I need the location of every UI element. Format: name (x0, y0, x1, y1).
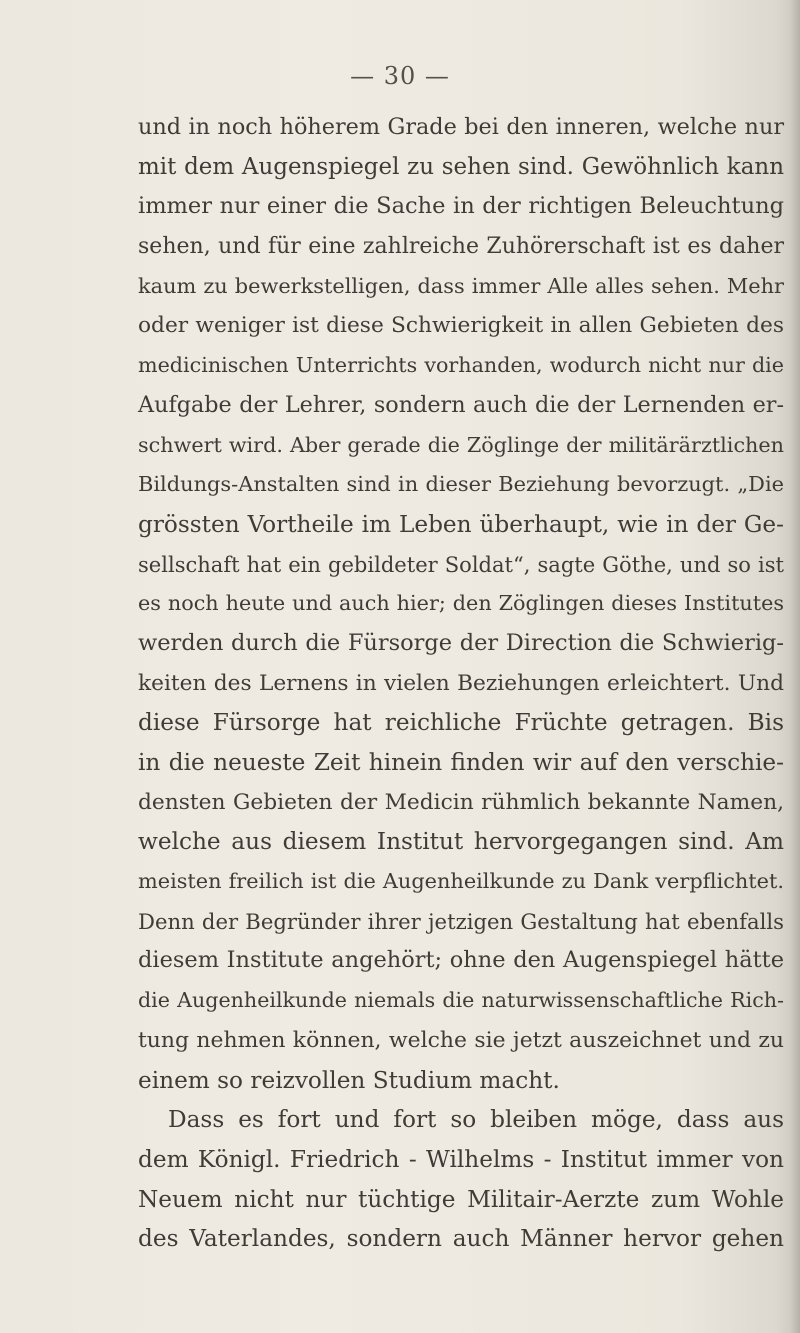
text-line: Denn der Begründer ihrer jetzigen Gestaltung hat ebenfalls (138, 908, 784, 934)
text-line: werden durch die Fürsorge der Direction die Schwierig- (138, 629, 784, 656)
body-text (138, 108, 784, 1259)
text-line: es noch heute und auch hier; den Zöglingen dieses Institutes (138, 591, 784, 616)
text-line: mit dem Augenspiegel zu sehen sind. Gewöhnlich kann (138, 153, 784, 180)
text-line: sellschaft hat ein gebildeter Soldat“, sagte Göthe, und so ist (138, 551, 784, 577)
text-line: medicinischen Unterrichts vorhanden, wodurch nicht nur die (138, 353, 784, 378)
text-line: welche aus diesem Institut hervorgegangen sind. Am (138, 828, 784, 856)
text-line: schwert wird. Aber gerade die Zöglinge der militärärztlichen (138, 432, 784, 457)
text-line: die Augenheilkunde niemals die naturwissenschaftliche Rich- (138, 988, 784, 1013)
text-line: Neuem nicht nur tüchtige Militair-Aerzte zum Wohle (138, 1185, 784, 1213)
text-line: des Vaterlandes, sondern auch Männer hervor gehen (138, 1225, 784, 1253)
text-line: diesem Institute angehört; ohne den Augenspiegel hätte (138, 947, 784, 974)
text-line: meisten freilich ist die Augenheilkunde zu Dank verpflichtet. (138, 869, 784, 894)
text-line: sehen, und für eine zahlreiche Zuhörerschaft ist es daher (138, 234, 784, 260)
text-line: oder weniger ist diese Schwierigkeit in allen Gebieten des (138, 313, 784, 339)
text-line: dem Königl. Friedrich - Wilhelms - Institut immer von (138, 1145, 784, 1173)
text-line: keiten des Lernens in vielen Beziehungen erleichtert. Und (138, 670, 784, 696)
page-number: — 30 — (350, 62, 450, 90)
page-edge-shadow (790, 0, 800, 1333)
text-line: und in noch höherem Grade bei den inneren, welche nur (138, 114, 784, 140)
text-line: densten Gebieten der Medicin rühmlich bekannte Namen, (138, 789, 784, 815)
text-line: tung nehmen können, welche sie jetzt auszeichnet und zu (138, 1027, 784, 1053)
text-line: grössten Vortheile im Leben überhaupt, wie in der Ge- (138, 510, 784, 538)
text-line: Aufgabe der Lehrer, sondern auch die der Lernenden er- (138, 391, 784, 418)
text-line: Dass es fort und fort so bleiben möge, dass aus (168, 1106, 784, 1134)
text-line: Bildungs-Anstalten sind in dieser Beziehung bevorzugt. „Die (138, 472, 784, 497)
text-line: kaum zu bewerkstelligen, dass immer Alle alles sehen. Mehr (138, 273, 784, 298)
text-line: diese Fürsorge hat reichliche Früchte getragen. Bis (138, 709, 784, 737)
text-line: immer nur einer die Sache in der richtigen Beleuchtung (138, 193, 784, 220)
text-line: einem so reizvollen Studium macht. (138, 1066, 560, 1094)
text-line: in die neueste Zeit hinein finden wir auf den verschie- (138, 749, 784, 776)
